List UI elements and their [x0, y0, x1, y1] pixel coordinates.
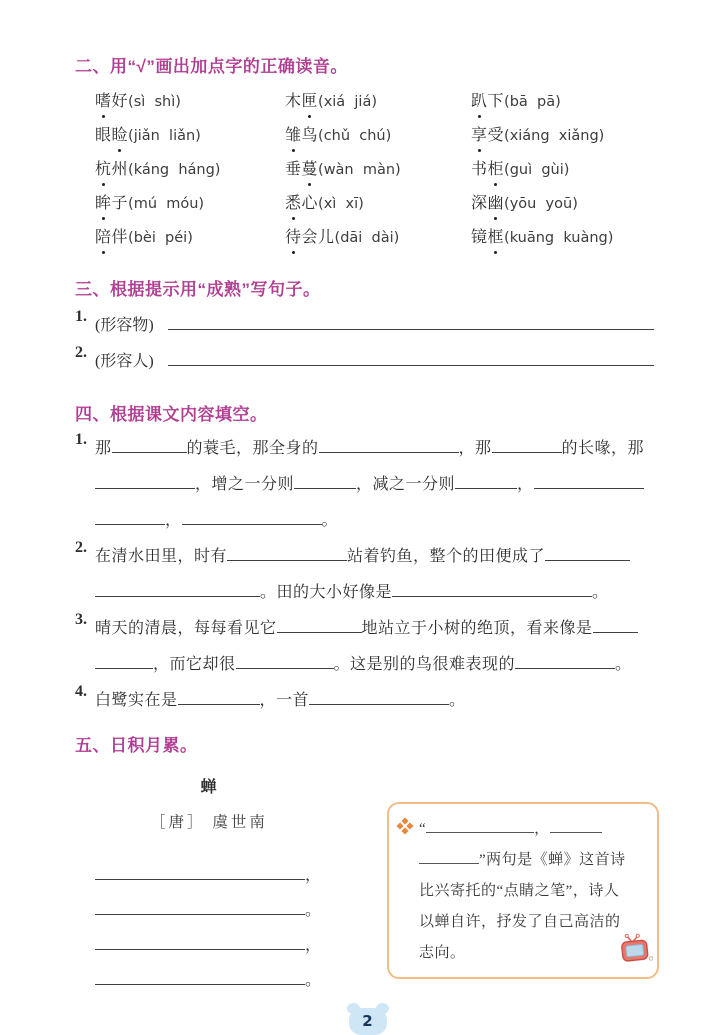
word-item — [285, 227, 471, 249]
poem-blank-line — [95, 858, 343, 893]
poem-author: ［唐］ 虞世南 — [150, 814, 268, 831]
sentence-item-2 — [75, 344, 660, 380]
word-item — [285, 91, 471, 113]
item-number: 1. — [75, 431, 87, 448]
line-text: 比兴寄托的“点睛之笔”，诗人 — [419, 883, 620, 899]
blank-line — [426, 818, 534, 833]
word-characters: 悉心 — [285, 195, 319, 212]
blank-line — [95, 509, 165, 525]
fill-line — [95, 344, 660, 380]
pinyin-options: (xì xī) — [318, 196, 364, 212]
fill-line — [95, 575, 660, 611]
line-text: ， — [165, 512, 182, 529]
word-characters: 镜框 — [471, 229, 505, 246]
page-number-badge: 2 — [349, 1008, 387, 1035]
hint-line — [419, 814, 645, 845]
blank-line — [550, 818, 602, 833]
word-item — [285, 193, 471, 215]
pinyin-options: (chǔ chú) — [318, 128, 392, 144]
line-text: ，减之一分则 — [356, 476, 456, 493]
blank-line — [95, 899, 305, 915]
blank-line — [95, 934, 305, 950]
blank-line — [309, 689, 449, 705]
pinyin-options: (yōu yoū) — [504, 196, 578, 212]
poem-title: 蝉 — [200, 779, 218, 796]
blank-line — [492, 437, 562, 453]
dotted-character: 享 — [471, 127, 488, 144]
line-text: ， — [517, 476, 534, 493]
line-text: “ — [419, 821, 427, 837]
word-item — [285, 125, 471, 147]
poem-blank-line — [95, 928, 343, 963]
blank-line — [277, 617, 362, 633]
blank-line — [168, 350, 654, 366]
poem-lines — [95, 858, 343, 998]
fill-line — [95, 647, 660, 683]
dotted-character: 幽 — [487, 195, 505, 212]
word-characters: 深幽 — [471, 195, 505, 212]
item-number: 3. — [75, 611, 87, 628]
blank-line — [112, 437, 187, 453]
sentence-item-1 — [75, 308, 660, 344]
fill-line — [95, 431, 660, 467]
blank-line — [534, 473, 644, 489]
footer — [75, 1008, 660, 1035]
pinyin-options: (guì gùi) — [504, 162, 570, 178]
word-item — [95, 227, 285, 249]
blank-line — [236, 653, 334, 669]
word-characters: 眼睑 — [95, 127, 129, 144]
dotted-character: 趴 — [471, 93, 488, 110]
cloze-item-3 — [75, 611, 660, 683]
dotted-character: 待 — [285, 229, 302, 246]
blank-line — [545, 545, 630, 561]
pinyin-options: (kuāng kuàng) — [504, 230, 614, 246]
fill-line — [95, 503, 660, 539]
line-text: 。 — [321, 512, 339, 529]
word-item — [471, 227, 660, 249]
line-text: 白鹭实在是 — [95, 692, 178, 709]
word-characters: 陪伴 — [95, 229, 129, 246]
blank-line — [95, 864, 305, 880]
cloze-item-2 — [75, 539, 660, 611]
line-text: ，而它却很 — [153, 656, 236, 673]
section-2-heading: 二、用“√”画出加点字的正确读音。 — [75, 57, 348, 76]
section-4-heading: 四、根据课文内容填空。 — [75, 405, 268, 424]
word-item — [95, 91, 285, 113]
word-characters: 垂蔓 — [285, 161, 319, 178]
line-text: 。田的大小好像是 — [260, 584, 393, 601]
word-characters: 木匣 — [285, 93, 319, 110]
line-text: 晴天的清晨，每每看见它 — [95, 620, 277, 637]
pinyin-options: (dāi dài) — [334, 230, 400, 246]
line-text: 志向。 — [419, 945, 466, 961]
pinyin-options: (bèi péi) — [128, 230, 193, 246]
dotted-character: 柜 — [487, 161, 505, 178]
section-3-heading: 三、根据提示用“成熟”写句子。 — [75, 280, 321, 299]
blank-line — [178, 689, 260, 705]
line-text: 。 — [615, 656, 632, 673]
blank-line — [392, 581, 592, 597]
pinyin-options: (sì shì) — [128, 94, 181, 110]
word-characters: 雏鸟 — [285, 127, 319, 144]
line-text: ”两句是《蝉》这首诗 — [479, 852, 626, 868]
poem-block — [75, 762, 343, 998]
word-characters: 书柜 — [471, 161, 505, 178]
item-label: (形容物) — [95, 317, 154, 334]
word-item — [95, 193, 285, 215]
hint-box — [387, 802, 659, 979]
line-text: 。 — [305, 902, 322, 919]
fill-line — [95, 683, 660, 719]
pinyin-options: (káng háng) — [128, 162, 221, 178]
dotted-character: 框 — [487, 229, 505, 246]
item-number: 2. — [75, 344, 87, 361]
line-text: 那 — [95, 440, 112, 457]
line-text: 。 — [305, 972, 322, 989]
blank-line — [227, 545, 347, 561]
line-text: ， — [305, 867, 322, 884]
diamond-bullet-icon — [397, 818, 414, 835]
line-text: ，一首 — [259, 692, 310, 709]
word-characters: 眸子 — [95, 195, 129, 212]
poem-blank-line — [95, 963, 343, 998]
dotted-character: 睑 — [111, 127, 129, 144]
dotted-character: 匣 — [301, 93, 319, 110]
fill-line — [95, 308, 660, 344]
item-number: 2. — [75, 539, 87, 556]
blank-line — [593, 617, 638, 633]
blank-line — [95, 653, 153, 669]
pinyin-options: (xiáng xiǎng) — [504, 128, 605, 144]
line-text: 站着钓鱼，整个的田便成了 — [347, 548, 546, 565]
blank-line — [294, 473, 356, 489]
word-item — [471, 193, 660, 215]
hint-line — [419, 907, 645, 938]
item-number: 1. — [75, 308, 87, 325]
line-text: ，那 — [458, 440, 492, 457]
pinyin-options: (wàn màn) — [318, 162, 401, 178]
hint-line — [419, 938, 645, 969]
word-item — [471, 91, 660, 113]
hint-line — [419, 845, 645, 876]
pronunciation-word-grid — [95, 91, 660, 249]
cloze-item-1 — [75, 431, 660, 539]
blank-line — [95, 473, 195, 489]
dotted-character: 蔓 — [301, 161, 319, 178]
line-text: 。这是别的鸟很难表现的 — [333, 656, 516, 673]
line-text: 的长喙，那 — [561, 440, 645, 457]
word-characters: 享受 — [471, 127, 505, 144]
cloze-item-4 — [75, 683, 660, 719]
blank-line — [515, 653, 615, 669]
item-label: (形容人) — [95, 353, 154, 370]
dotted-character: 悉 — [285, 195, 302, 212]
word-characters: 嗜好 — [95, 93, 129, 110]
pinyin-options: (mú móu) — [128, 196, 205, 212]
dotted-character: 雏 — [285, 127, 302, 144]
line-text: ， — [305, 937, 322, 954]
poem-blank-line — [95, 893, 343, 928]
section-5-heading: 五、日积月累。 — [75, 736, 198, 755]
line-text: 地站立于小树的绝顶，看来像是 — [361, 620, 593, 637]
fill-line — [95, 467, 660, 503]
dotted-character: 嗜 — [95, 93, 112, 110]
word-item — [471, 159, 660, 181]
word-item — [95, 125, 285, 147]
word-characters: 趴下 — [471, 93, 505, 110]
fill-line — [95, 539, 660, 575]
word-characters: 待会儿 — [285, 229, 335, 246]
blank-line — [168, 314, 654, 330]
tv-icon — [620, 933, 652, 975]
line-text: 。 — [449, 692, 466, 709]
pinyin-options: (xiá jiá) — [318, 94, 378, 110]
dotted-character: 陪 — [95, 229, 112, 246]
blank-line — [182, 509, 322, 525]
pinyin-options: (bā pā) — [504, 94, 561, 110]
fill-line — [95, 611, 660, 647]
hint-line — [419, 876, 645, 907]
blank-line — [419, 849, 479, 864]
pinyin-options: (jiǎn liǎn) — [128, 128, 201, 144]
word-item — [471, 125, 660, 147]
line-text: ， — [534, 821, 550, 837]
blank-line — [319, 437, 459, 453]
line-text: 的蓑毛，那全身的 — [186, 440, 319, 457]
blank-line — [95, 581, 260, 597]
line-text: ，增之一分则 — [195, 476, 295, 493]
word-characters: 杭州 — [95, 161, 129, 178]
poem-and-hint-row — [75, 762, 660, 998]
dotted-character: 杭 — [95, 161, 112, 178]
dotted-character: 眸 — [95, 195, 112, 212]
line-text: 。 — [592, 584, 609, 601]
line-text: 以蝉自许，抒发了自己高洁的 — [419, 914, 621, 930]
word-item — [285, 159, 471, 181]
word-item — [95, 159, 285, 181]
item-number: 4. — [75, 683, 87, 700]
blank-line — [455, 473, 517, 489]
line-text: 在清水田里，时有 — [95, 548, 228, 565]
blank-line — [95, 969, 305, 985]
